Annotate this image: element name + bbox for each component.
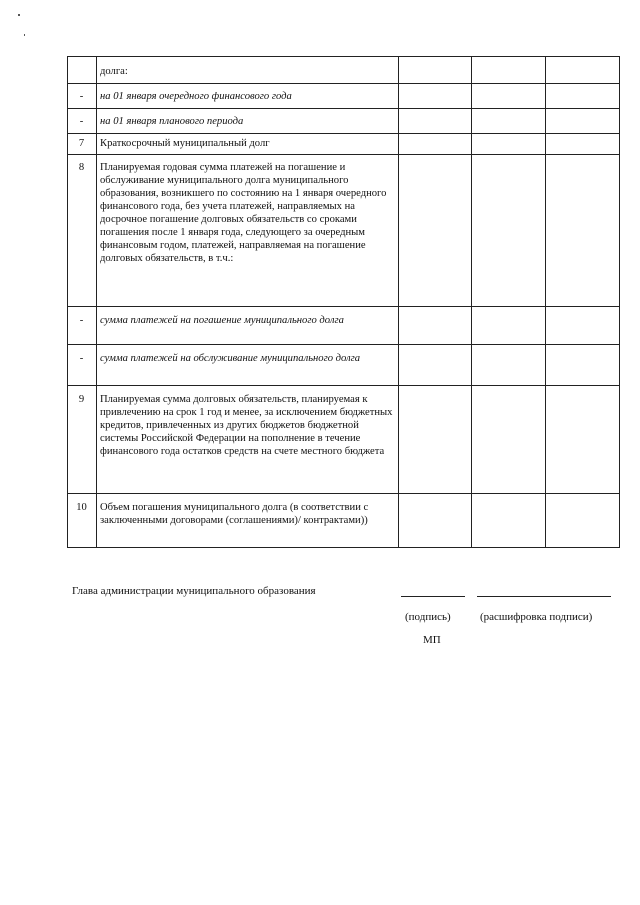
signature-line xyxy=(401,596,465,597)
signature-caption: (подпись) xyxy=(405,611,451,623)
row-description: сумма платежей на погашение муниципального долга xyxy=(97,307,399,345)
row-number: - xyxy=(68,307,97,345)
row-description: Объем погашения муниципального долга (в соответствии с заключенными договорами (соглашениями)/ контрактами)) xyxy=(97,494,399,548)
stamp-place-label: МП xyxy=(423,634,441,646)
row-number: - xyxy=(68,84,97,109)
row-description: сумма платежей на обслуживание муниципального долга xyxy=(97,345,399,386)
row-number: 10 xyxy=(68,494,97,548)
row-description: Планируемая годовая сумма платежей на погашение и обслуживание муниципального долга муниципального образования, возникшего по состоянию на 1 января очередного финансового года, без учета платежей, направляемых на досрочное погашение долговых обязательств со сроками погашения после 1 января года, следующего за очередным финансовым годом, платежей, направляемая на погашение долговых обязательств, в т.ч.: xyxy=(97,155,399,307)
head-of-administration-label: Глава администрации муниципального образования xyxy=(72,585,316,597)
signature-decode-caption: (расшифровка подписи) xyxy=(480,611,593,623)
row-description: на 01 января планового периода xyxy=(97,109,399,134)
row-description: Краткосрочный муниципальный долг xyxy=(97,134,399,155)
row-number: - xyxy=(68,345,97,386)
row-number: 8 xyxy=(68,155,97,307)
row-number: 9 xyxy=(68,386,97,494)
row-number: - xyxy=(68,109,97,134)
row-description: долга: xyxy=(97,57,399,84)
signature-decode-line xyxy=(477,596,611,597)
row-description: Планируемая сумма долговых обязательств, планируемая к привлечению на срок 1 год и менее, за исключением бюджетных кредитов, привлеченных из других бюджетов бюджетной системы Российской Федерации на пополнение в течение финансового года остатков средств на счете местного бюджета xyxy=(97,386,399,494)
row-number: 7 xyxy=(68,134,97,155)
row-description: на 01 января очередного финансового года xyxy=(97,84,399,109)
